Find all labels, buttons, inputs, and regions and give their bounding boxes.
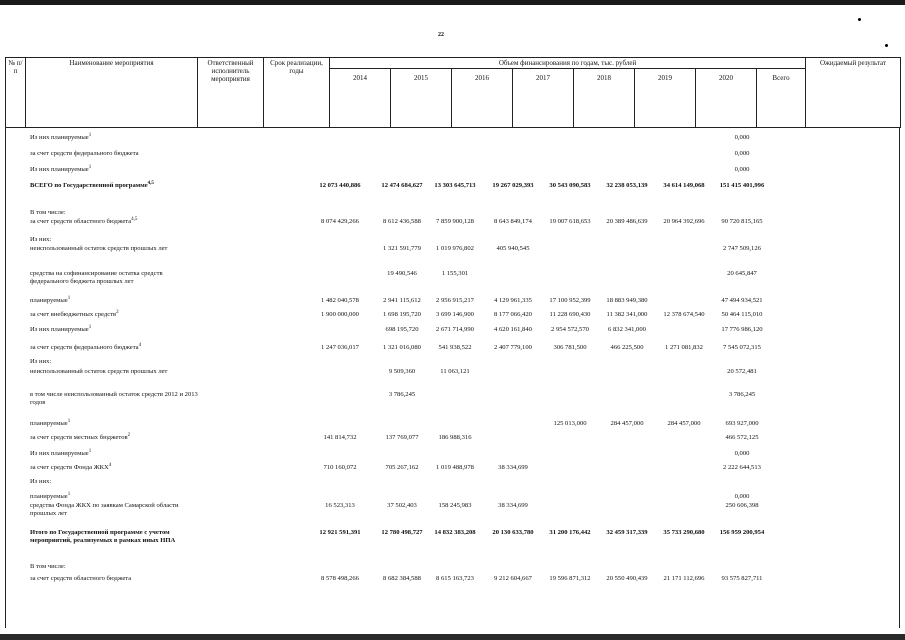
cell-value: 20 964 392,696 bbox=[663, 218, 705, 225]
table-header bbox=[5, 57, 901, 128]
row-label: Из них планируемые$^1$ bbox=[30, 164, 92, 173]
row-label: средства Фонда ЖКХ по заявкам Самарской области прошлых лет bbox=[30, 502, 179, 517]
cell-value: 1 482 040,578 bbox=[321, 297, 359, 304]
cell-value: 1 155,301 bbox=[441, 270, 469, 277]
row-label: Итого по Государственной программе с учетом мероприятий, реализуемых в рамках иных НПА bbox=[30, 529, 176, 544]
cell-value: 541 938,522 bbox=[438, 344, 472, 351]
header-year: 2017 bbox=[513, 69, 574, 128]
row-label: средства на софинансирование остатка средств федерального бюджета прошлых лет bbox=[30, 270, 163, 285]
row-label: в том числе неиспользованный остаток средств 2012 и 2013 годов bbox=[30, 391, 198, 406]
cell-value: 19 596 871,312 bbox=[549, 575, 591, 582]
cell-value: 158 245,983 bbox=[438, 502, 472, 509]
cell-value: 4 620 161,840 bbox=[494, 326, 532, 333]
cell-value: 8 643 849,174 bbox=[494, 218, 532, 225]
header-executor: Ответственный исполнитель мероприятия bbox=[198, 58, 264, 128]
cell-value: 21 171 112,696 bbox=[663, 575, 705, 582]
cell-value: 38 334,699 bbox=[498, 502, 528, 509]
cell-total: 50 464 115,010 bbox=[721, 311, 763, 318]
cell-value: 9 212 604,667 bbox=[494, 575, 532, 582]
footnote-mark: 4 bbox=[138, 342, 142, 348]
cell-value: 698 195,720 bbox=[385, 326, 419, 333]
cell-value: 11 063,121 bbox=[440, 368, 470, 375]
row-label: В том числе: bbox=[30, 209, 66, 216]
cell-value: 2 956 915,217 bbox=[436, 297, 474, 304]
header-name: Наименование мероприятия bbox=[26, 58, 198, 128]
row-label: Из них планируемые$^1$ bbox=[30, 324, 92, 333]
cell-value: 4 129 961,335 bbox=[494, 297, 532, 304]
cell-value: 38 334,699 bbox=[498, 464, 528, 471]
row-label: планируемые$^1$ bbox=[30, 491, 71, 500]
header-funding: Объем финансирования по годам, тыс. рублей bbox=[330, 58, 806, 69]
cell-value: 125 013,000 bbox=[553, 420, 587, 427]
cell-total: 156 959 200,954 bbox=[719, 529, 765, 536]
cell-value: 11 382 341,000 bbox=[606, 311, 648, 318]
cell-value: 1 019 976,802 bbox=[436, 245, 474, 252]
cell-value: 3 699 146,900 bbox=[436, 311, 474, 318]
cell-total: 93 575 827,711 bbox=[721, 575, 763, 582]
cell-value: 12 474 684,627 bbox=[381, 182, 423, 189]
footnote-mark: 1 bbox=[88, 164, 92, 170]
footnote-mark: 1 bbox=[88, 132, 92, 138]
cell-value: 19 267 029,393 bbox=[492, 182, 534, 189]
scan-speck bbox=[885, 44, 888, 47]
cell-value: 1 900 000,000 bbox=[321, 311, 359, 318]
footnote-mark: 4 bbox=[108, 462, 112, 468]
cell-value: 141 814,732 bbox=[323, 434, 357, 441]
cell-value: 8 615 163,723 bbox=[436, 575, 474, 582]
row-label: за счет средств федерального бюджета$^4$ bbox=[30, 342, 142, 351]
header-term: Срок реализации, годы bbox=[264, 58, 330, 128]
footnote-mark: 4,5 bbox=[131, 216, 138, 222]
cell-value: 8 578 498,266 bbox=[321, 575, 359, 582]
cell-value: 37 502,403 bbox=[387, 502, 417, 509]
row-label: ВСЕГО по Государственной программе$^{4,5}$ bbox=[30, 180, 154, 189]
cell-value: 9 509,360 bbox=[388, 368, 416, 375]
cell-total: 2 747 509,126 bbox=[723, 245, 761, 252]
cell-total: 20 572,481 bbox=[727, 368, 757, 375]
row-label: неиспользованный остаток средств прошлых лет bbox=[30, 368, 168, 375]
row-label: Из них: bbox=[30, 358, 52, 365]
cell-value: 405 940,545 bbox=[496, 245, 530, 252]
cell-total: 3 786,245 bbox=[728, 391, 756, 398]
cell-value: 34 614 149,068 bbox=[663, 182, 705, 189]
header-year: 2015 bbox=[391, 69, 452, 128]
cell-value: 20 130 633,780 bbox=[492, 529, 534, 536]
header-year: 2020 bbox=[696, 69, 757, 128]
cell-value: 2 941 115,612 bbox=[383, 297, 421, 304]
cell-value: 17 100 952,399 bbox=[549, 297, 591, 304]
cell-value: 284 457,000 bbox=[610, 420, 644, 427]
cell-value: 8 612 436,588 bbox=[383, 218, 421, 225]
row-label: планируемые$^1$ bbox=[30, 418, 71, 427]
header-year-total: Всего bbox=[757, 69, 806, 128]
scan-top-edge bbox=[0, 0, 905, 5]
cell-value: 8 177 066,420 bbox=[494, 311, 532, 318]
cell-value: 1 321 016,080 bbox=[383, 344, 421, 351]
cell-value: 466 225,500 bbox=[610, 344, 644, 351]
scan-bottom-edge bbox=[0, 634, 905, 640]
cell-value: 2 671 714,990 bbox=[436, 326, 474, 333]
cell-value: 30 543 090,583 bbox=[549, 182, 591, 189]
cell-value: 31 200 176,442 bbox=[549, 529, 591, 536]
footnote-mark: 1 bbox=[67, 491, 71, 497]
footnote-mark: 1 bbox=[88, 448, 92, 454]
cell-value: 7 859 900,128 bbox=[436, 218, 474, 225]
footnote-mark: 1 bbox=[67, 295, 71, 301]
cell-value: 12 073 440,886 bbox=[319, 182, 361, 189]
cell-value: 12 921 591,391 bbox=[319, 529, 361, 536]
footnote-mark: 1 bbox=[88, 324, 92, 330]
header-num: № п/п bbox=[6, 58, 26, 128]
cell-value: 3 786,245 bbox=[388, 391, 416, 398]
row-label: за счет средств местных бюджетов$^2$ bbox=[30, 432, 131, 441]
cell-value: 710 160,072 bbox=[323, 464, 357, 471]
cell-total: 0,000 bbox=[734, 166, 750, 173]
cell-value: 2 407 779,100 bbox=[494, 344, 532, 351]
cell-value: 8 682 384,588 bbox=[383, 575, 421, 582]
cell-value: 1 698 195,720 bbox=[383, 311, 421, 318]
cell-value: 6 832 341,000 bbox=[608, 326, 646, 333]
cell-value: 11 228 690,430 bbox=[549, 311, 591, 318]
cell-value: 32 459 317,339 bbox=[606, 529, 648, 536]
cell-value: 705 267,162 bbox=[385, 464, 419, 471]
cell-value: 8 074 429,266 bbox=[321, 218, 359, 225]
header-result: Ожидаемый результат bbox=[806, 58, 901, 128]
cell-value: 20 389 486,639 bbox=[606, 218, 648, 225]
cell-value: 35 733 290,680 bbox=[663, 529, 705, 536]
page-number: 22 bbox=[438, 32, 444, 38]
cell-total: 7 545 072,315 bbox=[723, 344, 761, 351]
footnote-mark: 4,5 bbox=[147, 180, 154, 186]
table-body bbox=[0, 128, 905, 628]
cell-value: 12 780 498,727 bbox=[381, 529, 423, 536]
footnote-mark: 1 bbox=[67, 418, 71, 424]
header-year: 2019 bbox=[635, 69, 696, 128]
row-label: В том числе: bbox=[30, 563, 66, 570]
cell-total: 693 927,000 bbox=[725, 420, 759, 427]
cell-value: 20 550 490,439 bbox=[606, 575, 648, 582]
cell-total: 47 494 934,521 bbox=[721, 297, 763, 304]
cell-total: 0,000 bbox=[734, 134, 750, 141]
row-label: планируемые$^1$ bbox=[30, 295, 71, 304]
cell-total: 151 415 401,996 bbox=[719, 182, 765, 189]
footnote-mark: 2 bbox=[127, 432, 131, 438]
scan-speck bbox=[858, 18, 861, 21]
header-year: 2014 bbox=[330, 69, 391, 128]
cell-value: 13 303 645,713 bbox=[434, 182, 476, 189]
cell-total: 0,000 bbox=[734, 493, 750, 500]
cell-value: 137 769,077 bbox=[385, 434, 419, 441]
cell-total: 250 606,398 bbox=[725, 502, 759, 509]
cell-total: 20 645,847 bbox=[727, 270, 757, 277]
cell-total: 0,000 bbox=[734, 150, 750, 157]
cell-value: 186 988,316 bbox=[438, 434, 472, 441]
cell-total: 0,000 bbox=[734, 450, 750, 457]
row-label: неиспользованный остаток средств прошлых лет bbox=[30, 245, 168, 252]
cell-value: 12 378 674,540 bbox=[663, 311, 705, 318]
cell-total: 466 572,125 bbox=[725, 434, 759, 441]
cell-value: 19 007 618,653 bbox=[549, 218, 591, 225]
row-label: за счет средств областного бюджета bbox=[30, 575, 132, 582]
row-label: Из них планируемые$^1$ bbox=[30, 132, 92, 141]
row-label: Из них: bbox=[30, 236, 52, 243]
header-year: 2018 bbox=[574, 69, 635, 128]
cell-value: 1 247 036,017 bbox=[321, 344, 359, 351]
cell-value: 1 019 488,978 bbox=[436, 464, 474, 471]
row-label: Из них: bbox=[30, 478, 52, 485]
cell-value: 284 457,000 bbox=[667, 420, 701, 427]
cell-value: 16 523,313 bbox=[325, 502, 355, 509]
row-label: Из них планируемые$^1$ bbox=[30, 448, 92, 457]
row-label: за счет средств Фонда ЖКХ$^4$ bbox=[30, 462, 112, 471]
cell-total: 2 222 644,513 bbox=[723, 464, 761, 471]
cell-value: 1 321 591,779 bbox=[383, 245, 421, 252]
cell-total: 17 776 986,120 bbox=[721, 326, 763, 333]
row-label: за счет внебюджетных средств$^2$ bbox=[30, 309, 119, 318]
cell-value: 2 954 572,570 bbox=[551, 326, 589, 333]
header-year: 2016 bbox=[452, 69, 513, 128]
cell-total: 90 720 815,165 bbox=[721, 218, 763, 225]
row-label: за счет средств областного бюджета$^{4,5}$ bbox=[30, 216, 138, 225]
cell-value: 18 883 949,380 bbox=[606, 297, 648, 304]
cell-value: 1 271 081,832 bbox=[665, 344, 703, 351]
cell-value: 32 238 053,139 bbox=[606, 182, 648, 189]
row-label: за счет средств федерального бюджета bbox=[30, 150, 139, 157]
cell-value: 19 490,546 bbox=[387, 270, 417, 277]
cell-value: 306 781,500 bbox=[553, 344, 587, 351]
footnote-mark: 2 bbox=[116, 309, 119, 315]
cell-value: 14 832 383,208 bbox=[434, 529, 476, 536]
